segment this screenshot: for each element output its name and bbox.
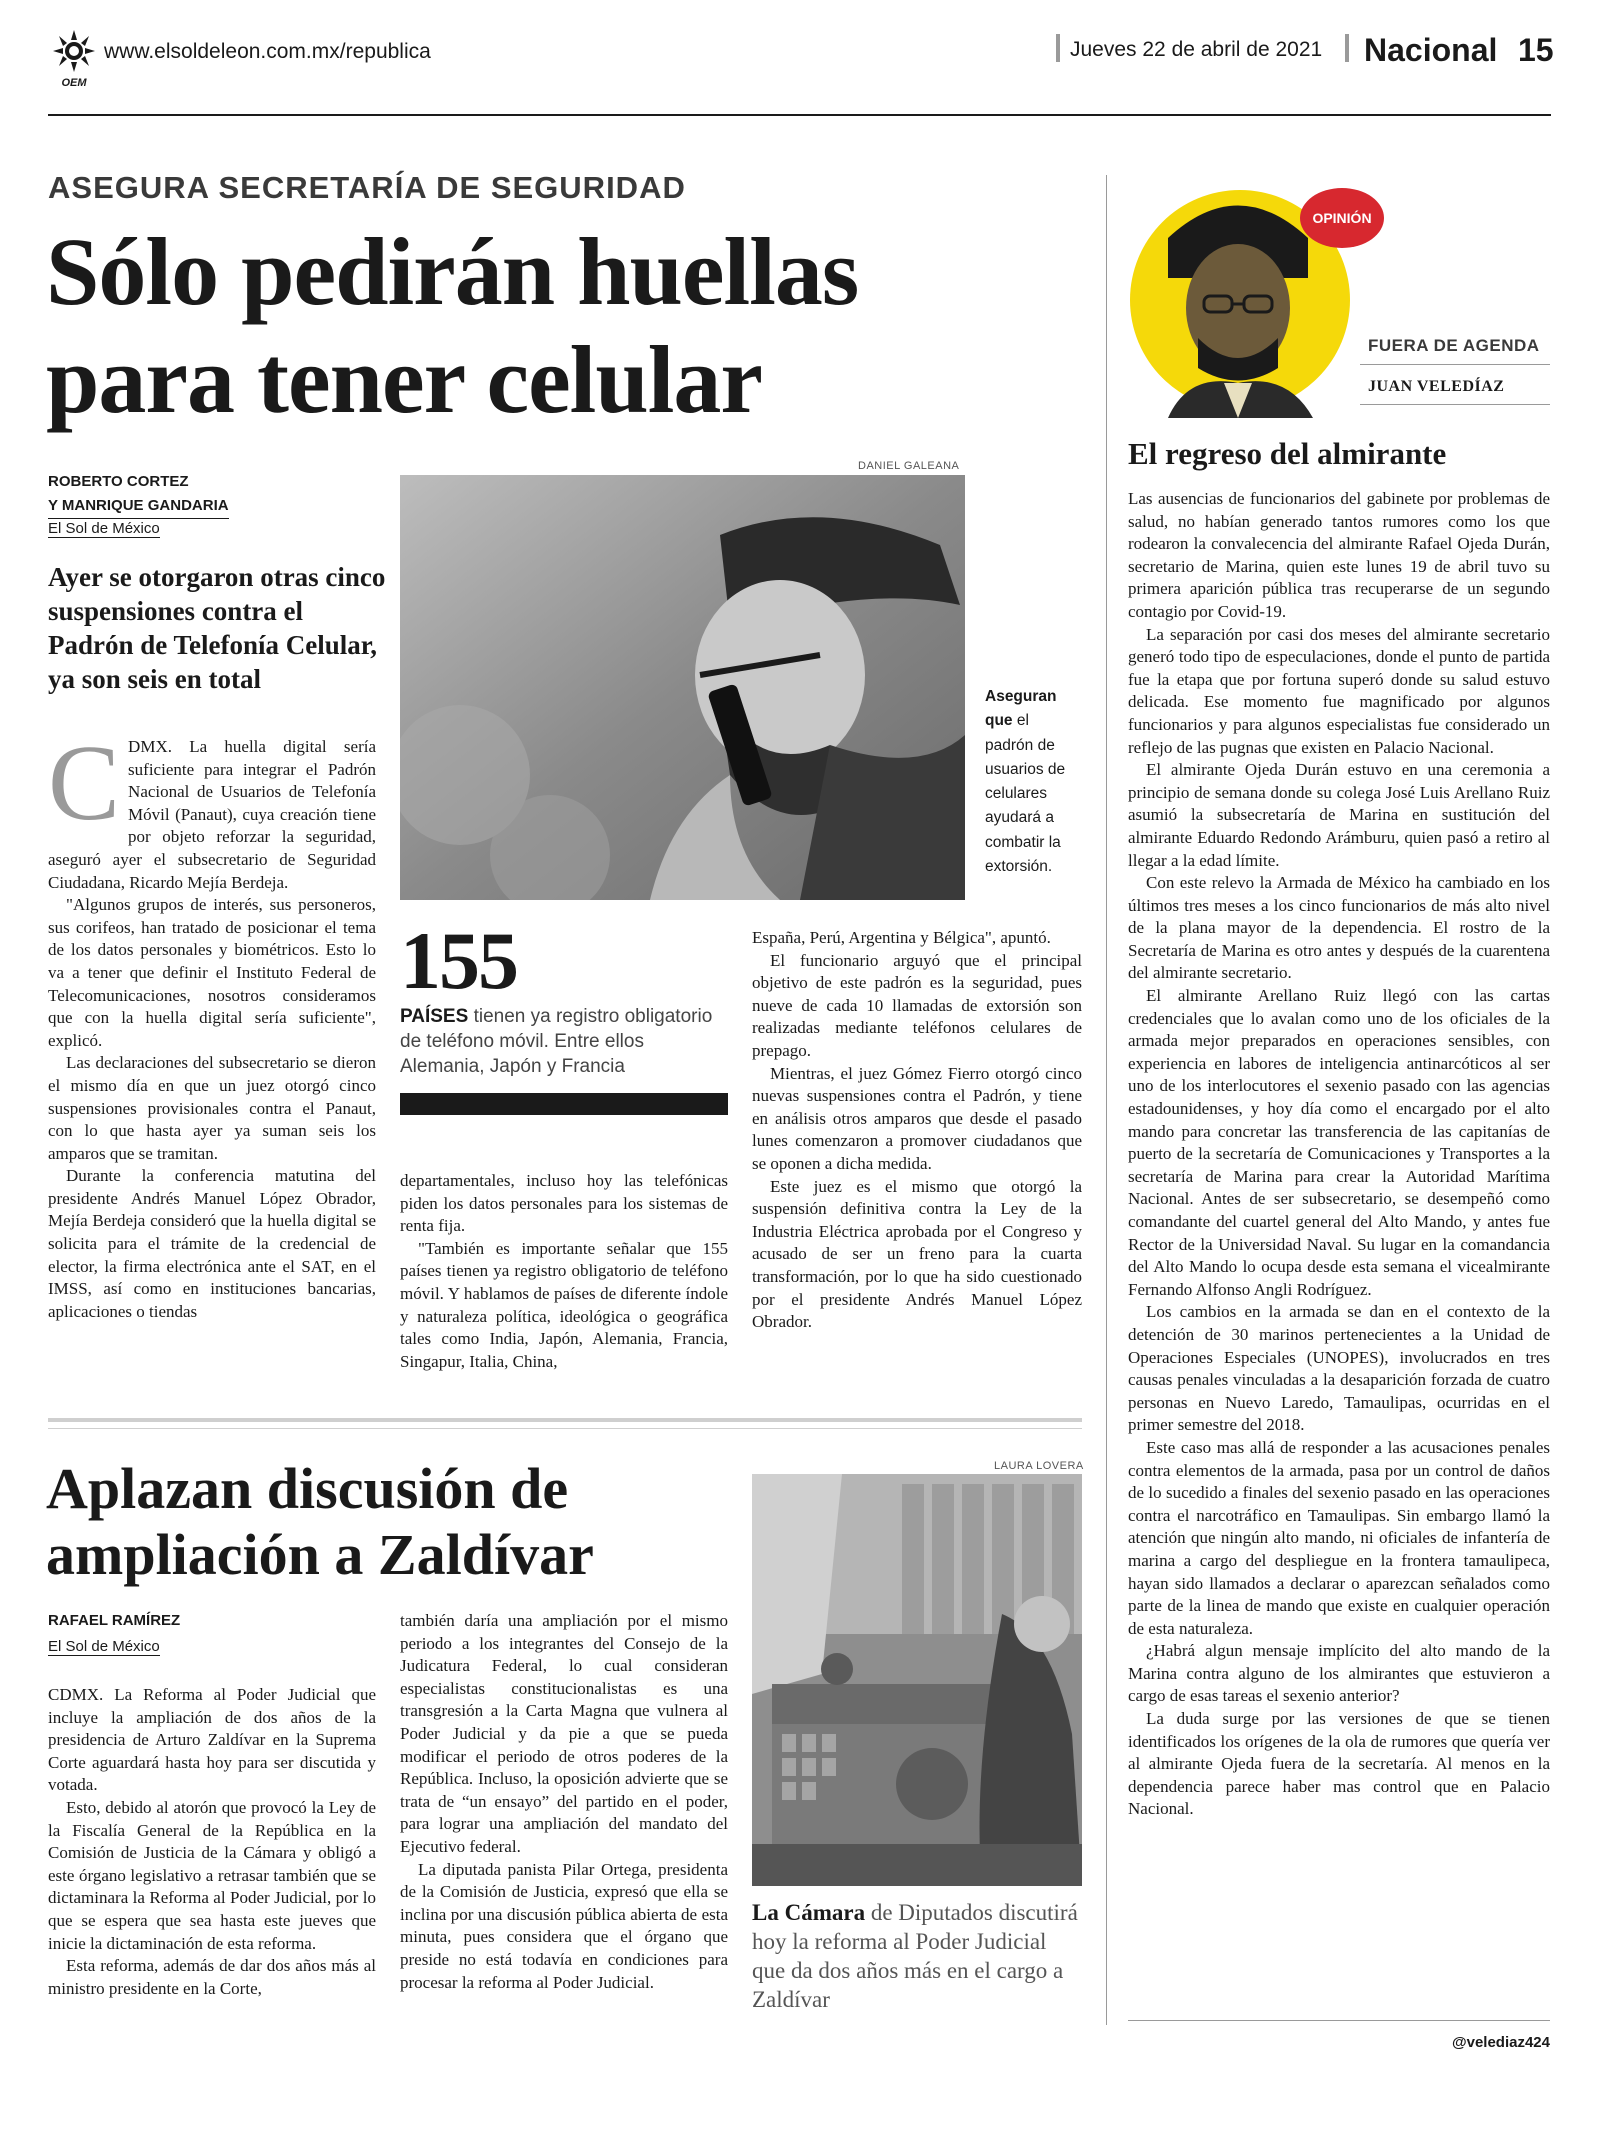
author-1: ROBERTO CORTEZ bbox=[48, 473, 189, 490]
a2-paragraph-3: Esta reforma, además de dar dos años más al ministro presidente en la Corte, bbox=[48, 1956, 376, 1998]
op-paragraph-1: Las ausencias de funcionarios del gabinete por problemas de salud, no habían generado tantos rumores como los que rodearon la convalecencia del almirante Rafael Ojeda Durán, secretario de Marina, quien este lunes 19 de abril tuvo su primera aparición pública tras recuperarse de un segundo contagio por Covid-19. bbox=[1128, 489, 1550, 621]
chamber-photo bbox=[752, 1474, 1082, 1886]
header-divider-2 bbox=[1345, 34, 1349, 62]
dropcap: C bbox=[48, 724, 121, 843]
photo-caption-2 bbox=[752, 1898, 1082, 2014]
article1-col2 bbox=[400, 1170, 728, 1373]
article1-col3 bbox=[752, 927, 1082, 1334]
header-rule bbox=[48, 114, 1551, 116]
paragraph-4: Durante la conferencia matutina del presidente Andrés Manuel López Obrador, Mejía Berdeja consideró que la huella digital se solicita para el trámite de la credencial de elector, la firma electrónica ante el SAT, en el IMSS, así como en instituciones bancarias, aplicaciones o tiendas bbox=[48, 1166, 376, 1321]
op-paragraph-9: La duda surge por las versiones de que se tienen identificados los orígenes de la ola de rumores que quería ver al almirante Ojeda fuera de la secretaría. Al menos en la dependencia parece haber mas control que en Palacio Nacional. bbox=[1128, 1709, 1550, 1819]
headline-line-1: Sólo pedirán huellas bbox=[46, 218, 859, 325]
sun-logo-icon bbox=[50, 30, 98, 72]
caption2-bold: La Cámara bbox=[752, 1900, 866, 1925]
opinion-badge-label: OPINIÓN bbox=[1312, 210, 1372, 226]
column-author: JUAN VELEDÍAZ bbox=[1368, 378, 1505, 395]
headline bbox=[46, 218, 1086, 434]
paragraph-6: "También es importante señalar que 155 países tienen ya registro obligatorio de teléfono móvil. Y hablamos de países de diferente índole y naturaleza política, ideológica o geográfica tales como India, Japón, Alemania, Francia, Singapur, Italia, China, bbox=[400, 1238, 728, 1371]
stat-rest: tienen ya registro obligatorio de teléfono móvil. Entre ellos Alemania, Japón y Francia bbox=[400, 1006, 713, 1077]
byline bbox=[48, 470, 229, 519]
headline-line-2: para tener celular bbox=[46, 326, 763, 433]
page-number: 15 bbox=[1518, 32, 1554, 68]
outlet: El Sol de México bbox=[48, 520, 160, 537]
a2-paragraph-1: CDMX. La Reforma al Poder Judicial que incluye la ampliación de dos años de la presidencia de Arturo Zaldívar en la Suprema Corte aguardará hasta hoy para ser discutida y votada. bbox=[48, 1685, 376, 1795]
paragraph-5: departamentales, incluso hoy las telefónicas piden los datos personales para los sistemas de renta fija. bbox=[400, 1171, 728, 1236]
headline-2 bbox=[46, 1456, 746, 1588]
photo-credit-2: LAURA LOVERA bbox=[994, 1460, 1084, 1472]
article1-col1 bbox=[48, 724, 376, 1323]
op-paragraph-2: La separación por casi dos meses del almirante secretario generó todo tipo de especulaciones, donde el punto de partida fue la etapa que por fortuna superó donde su salud estuvo delicada. Ese momento fue magnificado por algunos funcionarios y para algunos especialistas fue considerado un reflejo de las pugnas que existen en Palacio Nacional. bbox=[1128, 624, 1550, 757]
kicker: ASEGURA SECRETARÍA DE SEGURIDAD bbox=[48, 170, 686, 205]
outlet-2: El Sol de México bbox=[48, 1638, 160, 1655]
paragraph-9: Mientras, el juez Gómez Fierro otorgó cinco nuevas suspensiones contra el Padrón, y tiene en análisis otros amparos que desde el pasado lunes comenzaron a promover ciudadanos que se oponen a dicha medida. bbox=[752, 1063, 1082, 1173]
article-separator-inner bbox=[48, 1428, 1082, 1429]
a2-paragraph-4: también daría una ampliación por el mismo periodo a los integrantes del Consejo de la Judicatura Federal, lo cual consideran especialistas constitucionalistas es una transgresión a la Carta Magna que vulnera al Poder Judicial y da pie a que se pueda modificar el periodo de otros poderes de la República. Incluso, la oposición advierte que se trata de “un ensayo” del partido en el poder, para lograr una ampliación del mandato del Ejecutivo federal. bbox=[400, 1611, 728, 1856]
deck: Ayer se otorgaron otras cinco suspensiones contra el Padrón de Telefonía Celular, ya son seis en total bbox=[48, 562, 386, 694]
article2-col2 bbox=[400, 1610, 728, 1994]
op-paragraph-4: Con este relevo la Armada de México ha cambiado en los últimos tres meses a los cinco funcionarios de más alto nivel de la plana mayor de la dependencia. El rostro de la Secretaría de Marina es otro antes y después de la cuarentena del almirante secretario. bbox=[1128, 873, 1550, 983]
opinion-headline: El regreso del almirante bbox=[1128, 436, 1447, 471]
caption-rest: el padrón de usuarios de celulares ayudará a combatir la extorsión. bbox=[985, 712, 1066, 876]
a2-paragraph-2: Esto, debido al atorón que provocó la Ley de la Fiscalía General de la República en la Comisión de Justicia de la Cámara y obligó a este órgano legislativo a retrasar también que se dictaminara la Reforma al Poder Judicial, por lo que se espera que sea hasta este jueves que inicie la dictaminación de esta reforma. bbox=[48, 1797, 376, 1953]
paragraph-10: Este juez es el mismo que otorgó la suspensión definitiva contra la Ley de la Industria Eléctrica aprobada por el Congreso y acusado de ser un freno para la cuarta transformación, por lo que ha sido cuestionado por el presidente Andrés Manuel López Obrador. bbox=[752, 1176, 1082, 1332]
op-paragraph-5: El almirante Arellano Ruiz llegó con las cartas credenciales que lo avalan como uno de los oficiales de la armada mejor preparados en operaciones sensibles, con experiencia en labores de inteligencia antinarcóticos al ser uno de los interlocutores el sexenio pasado con las agencias estadounidenses, y hoy día como el encargado por el alto mando para concretar las transferencia de las capitanías de puerto de la secretaría de Comunicaciones y Transportes a la secretaría de Marina para crear la Autoridad Marítima Nacional. Antes de ser subsecretario, se desempeñó como comandante del cuartel general del Alto Mando, y antes fue Rector de la Universidad Naval. Su lugar en la comandancia del Alto Mando lo ocupa desde esta semana el vicealmirante Fernando Alfonso Angli Rodríguez. bbox=[1128, 986, 1550, 1299]
op-paragraph-7: Este caso mas allá de responder a las acusaciones penales contra elementos de la armada, pasa por un control de daños de lo sucedido a finales del sexenio pasado en las operaciones contra el narcotráfico en Tamaulipas. Sin embargo llamó la atención que ningún alto mando, ni oficiales de infantería de marina a cargo del despliegue en la frontera tamaulipeca, hayan sido llamados a declarar o aparezcan señalados como parte de la linea de mando que existe en cualquier operación de esta naturaleza. bbox=[1128, 1437, 1550, 1638]
byline-2: RAFAEL RAMÍREZ bbox=[48, 1612, 181, 1629]
photo-credit: DANIEL GALEANA bbox=[858, 460, 960, 472]
stat-box bbox=[400, 915, 728, 1115]
paragraph-8: El funcionario arguyó que el principal objetivo de este padrón es la seguridad, pues nueve de cada 10 llamadas de extorsión son realizadas mediante teléfonos celulares de prepago. bbox=[752, 950, 1082, 1060]
a2-paragraph-5: La diputada panista Pilar Ortega, presidenta de la Comisión de Justicia, expresó que ella se inclina por una discusión pública abierta de esta minuta, pues considera que el órgano que preside no está todavía en condiciones para procesar la reforma al Poder Judicial. bbox=[400, 1859, 728, 1992]
headline2-line-1: Aplazan discusión de bbox=[46, 1456, 569, 1521]
paragraph-1: CDMX. La huella digital sería suficiente para integrar el Padrón Nacional de Usuarios de Telefonía Móvil (Panaut), cuya creación tiene por objeto reforzar la seguridad, aseguró ayer el subsecretario de Seguridad Ciudadana, Ricardo Mejía Berdeja. bbox=[48, 724, 376, 892]
opinion-left-rule bbox=[1106, 175, 1107, 2025]
caption-bold: Aseguran que bbox=[985, 688, 1057, 730]
op-paragraph-8: ¿Habrá algun mensaje implícito del alto mando de la Marina contra alguno de los almirantes que estuvieron a cargo de esas tareas el sexenio anterior? bbox=[1128, 1641, 1550, 1706]
opinion-body bbox=[1128, 488, 1550, 1821]
photo-caption bbox=[985, 685, 1075, 879]
op-paragraph-3: El almirante Ojeda Durán estuvo en una ceremonia a principio de semana donde su colega José Luis Arellano Ruiz asumió la subsecretaría de Marina en sustitución del almirante Eduardo Redondo Arámburu, quien pasó a retiro al llegar a la edad límite. bbox=[1128, 760, 1550, 870]
article-separator bbox=[48, 1418, 1082, 1422]
author-2: Y MANRIQUE GANDARIA bbox=[48, 494, 229, 519]
column-name: FUERA DE AGENDA bbox=[1368, 336, 1540, 355]
logo-text: OEM bbox=[61, 77, 87, 89]
section-name: Nacional bbox=[1364, 32, 1498, 68]
header-divider-1 bbox=[1056, 34, 1060, 62]
stat-bold: PAÍSES bbox=[400, 1006, 469, 1027]
column-name-rule bbox=[1360, 364, 1550, 365]
headline2-line-2: ampliación a Zaldívar bbox=[46, 1522, 594, 1587]
twitter-handle[interactable]: @velediaz424 bbox=[1451, 2034, 1550, 2051]
paragraph-2: "Algunos grupos de interés, sus personeros, sus corifeos, han tratado de posicionar el tema de los datos personales y biométricos. Esto lo va a tener que definir el Instituto Federal de Telecomunicaciones, nosotros consideramos que con la huella digital sería suficiente", explicó. bbox=[48, 895, 376, 1050]
opinion-bottom-rule bbox=[1128, 2020, 1550, 2021]
paragraph-3: Las declaraciones del subsecretario se dieron el mismo día en que un juez otorgó cinco suspensiones provisionales contra el Panaut, con lo que hasta ayer ya suman seis los amparos que se tramitan. bbox=[48, 1053, 376, 1163]
column-author-rule bbox=[1360, 404, 1550, 405]
phone-user-photo bbox=[400, 475, 965, 900]
article2-col1 bbox=[48, 1684, 376, 2000]
op-paragraph-6: Los cambios en la armada se dan en el contexto de la detención de 30 marinos pertenecientes a la Unidad de Operaciones Especiales (UNOPES), involucrados en tres causas penales vinculadas a la desaparición forzada de cuatro personas en Nuevo Laredo, Tamaulipas, ocurridas en el primer semestre del 2018. bbox=[1128, 1302, 1550, 1435]
stat-text bbox=[400, 1004, 728, 1079]
caption2-rest: de Diputados discutirá hoy la reforma al Poder Judicial que da dos años más en el cargo a Zaldívar bbox=[752, 1900, 1078, 2012]
stat-number: 155 bbox=[400, 915, 517, 1006]
paragraph-7: España, Perú, Argentina y Bélgica", apuntó. bbox=[752, 928, 1051, 947]
header-date: Jueves 22 de abril de 2021 bbox=[1070, 38, 1323, 61]
opinion-badge bbox=[1300, 188, 1384, 248]
stat-bar bbox=[400, 1093, 728, 1115]
oem-logo bbox=[50, 30, 98, 88]
header-url[interactable]: www.elsoldeleon.com.mx/republica bbox=[104, 40, 431, 63]
